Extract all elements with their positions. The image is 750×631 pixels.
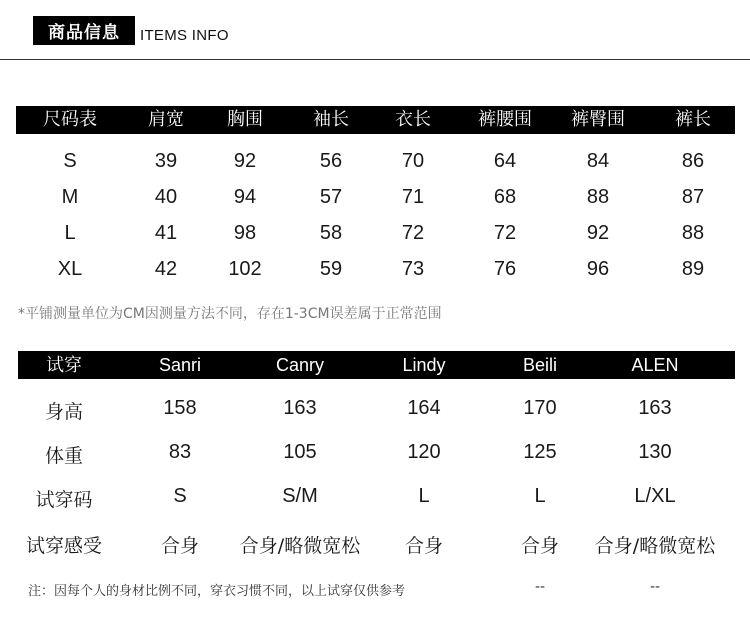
- size-table-cell: 56: [319, 150, 343, 172]
- try-table-cell: 试穿码: [35, 489, 93, 511]
- try-table-cell: 125: [523, 441, 557, 463]
- size-table-cell: 71: [401, 186, 425, 208]
- size-table-cell: 86: [681, 150, 705, 172]
- try-table-cell: 合身/略微宽松: [239, 535, 361, 557]
- size-table-cell: 41: [154, 222, 178, 244]
- size-table-cell: 59: [319, 258, 343, 280]
- try-table-cell: 合身/略微宽松: [594, 535, 716, 557]
- size-table-cell: M: [61, 186, 79, 208]
- size-table-header: [16, 106, 735, 134]
- size-table-cell: 94: [233, 186, 257, 208]
- try-table-cell: 163: [638, 397, 672, 419]
- size-col-header-5: 裤腰围: [478, 109, 532, 130]
- try-table-cell: 试穿感受: [25, 535, 103, 557]
- size-table-cell: 58: [319, 222, 343, 244]
- try-table-cell: S: [173, 485, 187, 507]
- try-table-cell: 170: [523, 397, 557, 419]
- trailing-dash: --: [649, 579, 661, 595]
- try-table-cell: 105: [283, 441, 317, 463]
- size-table-cell: 92: [233, 150, 257, 172]
- try-table-cell: L/XL: [634, 485, 676, 507]
- size-table-cell: L: [64, 222, 76, 244]
- section-subtitle: ITEMS INFO: [140, 27, 229, 44]
- try-on-table-header: [18, 351, 735, 379]
- size-table-cell: 98: [233, 222, 257, 244]
- try-table-cell: 163: [283, 397, 317, 419]
- try-table-cell: 130: [638, 441, 672, 463]
- try-table-cell: L: [418, 485, 430, 507]
- section-title-badge: 商品信息: [33, 16, 135, 45]
- size-table-cell: 96: [586, 258, 610, 280]
- trailing-dash: --: [534, 579, 546, 595]
- try-table-cell: L: [534, 485, 546, 507]
- try-col-header-4: Beili: [522, 355, 558, 375]
- try-col-header-5: ALEN: [631, 355, 679, 375]
- try-table-cell: 合身: [404, 535, 444, 557]
- size-table-cell: 88: [681, 222, 705, 244]
- size-table-cell: S: [63, 150, 77, 172]
- size-col-header-0: 尺码表: [43, 109, 97, 130]
- size-table-cell: 87: [681, 186, 705, 208]
- size-table-cell: 42: [154, 258, 178, 280]
- try-col-header-1: Sanri: [158, 355, 202, 375]
- try-table-cell: 164: [407, 397, 441, 419]
- try-table-cell: 体重: [44, 445, 84, 467]
- size-table-cell: 72: [401, 222, 425, 244]
- header-divider: [0, 59, 750, 60]
- size-table-cell: 73: [401, 258, 425, 280]
- size-table-cell: 68: [493, 186, 517, 208]
- size-table-cell: 70: [401, 150, 425, 172]
- size-table-cell: 89: [681, 258, 705, 280]
- size-col-header-1: 肩宽: [148, 109, 184, 130]
- try-table-cell: 83: [168, 441, 192, 463]
- try-col-header-0: 试穿: [46, 355, 82, 375]
- size-table-cell: 72: [493, 222, 517, 244]
- size-col-header-4: 衣长: [395, 109, 431, 130]
- size-table-cell: 92: [586, 222, 610, 244]
- size-col-header-6: 裤臀围: [571, 109, 625, 130]
- measurement-note: *平铺测量单位为CM因测量方法不同，存在1-3CM误差属于正常范围: [18, 306, 442, 322]
- size-table-cell: 84: [586, 150, 610, 172]
- try-table-cell: 120: [407, 441, 441, 463]
- try-col-header-2: Canry: [275, 355, 325, 375]
- size-table-cell: 102: [228, 258, 262, 280]
- size-table-cell: 64: [493, 150, 517, 172]
- try-table-cell: 合身: [160, 535, 200, 557]
- size-table-cell: 57: [319, 186, 343, 208]
- size-table-cell: 39: [154, 150, 178, 172]
- size-table-cell: 88: [586, 186, 610, 208]
- size-col-header-7: 裤长: [675, 109, 711, 130]
- size-table-cell: 76: [493, 258, 517, 280]
- try-col-header-3: Lindy: [402, 355, 446, 375]
- size-col-header-3: 袖长: [313, 109, 349, 130]
- try-table-cell: 合身: [520, 535, 560, 557]
- size-col-header-2: 胸围: [227, 109, 263, 130]
- size-table-cell: XL: [57, 258, 83, 280]
- try-table-cell: S/M: [282, 485, 318, 507]
- try-table-cell: 身高: [44, 401, 84, 423]
- size-table-cell: 40: [154, 186, 178, 208]
- try-table-cell: 158: [163, 397, 197, 419]
- try-on-note: 注：因每个人的身材比例不同，穿衣习惯不同，以上试穿仅供参考: [28, 584, 406, 599]
